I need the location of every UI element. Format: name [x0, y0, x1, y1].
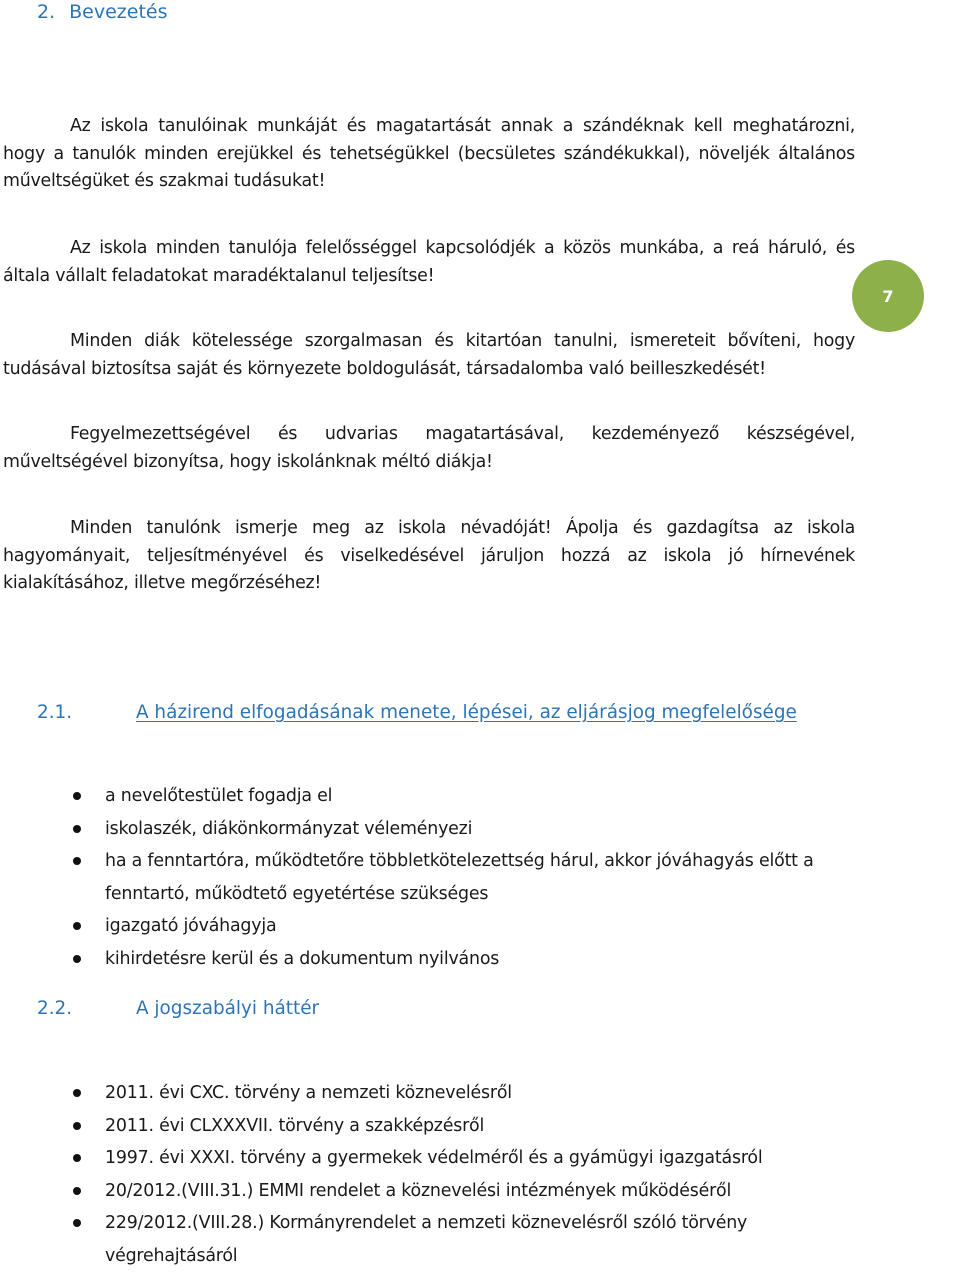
subsection-heading [37, 701, 797, 725]
list-item: 229/2012.(VIII.28.) Kormányrendelet a nemzeti köznevelésről szóló törvény végrehajtásáról [67, 1207, 867, 1272]
list-item: kihirdetésre kerül és a dokumentum nyilvános [67, 943, 867, 976]
list-item: 2011. évi CXC. törvény a nemzeti köznevelésről [67, 1077, 867, 1110]
section-title: Bevezetés [69, 1, 168, 23]
bullet-dot-icon [73, 792, 81, 800]
bullet-dot-icon [73, 1122, 81, 1130]
section-number: 2. [37, 1, 56, 23]
list-item: igazgató jóváhagyja [67, 910, 867, 943]
paragraph: Az iskola tanulóinak munkáját és magatartását annak a szándéknak kell meghatározni, hogy a tanulók minden erejükkel és tehetségükkel (becsületes szándékukkal), növeljék általános műveltségüket és szakmai tudásukat! [3, 116, 855, 191]
page-number-badge: 7 [852, 260, 924, 332]
bullet-dot-icon [73, 1187, 81, 1195]
paragraph: Minden diák kötelessége szorgalmasan és kitartóan tanulni, ismereteit bővíteni, hogy tudásával biztosítsa saját és környezete boldogulását, társadalomba való beilleszkedését! [3, 331, 855, 379]
list-item: 1997. évi XXXI. törvény a gyermekek védelméről és a gyámügyi igazgatásról [67, 1142, 867, 1175]
subsection-heading [37, 997, 319, 1021]
paragraph: Minden tanulónk ismerje meg az iskola névadóját! Ápolja és gazdagítsa az iskola hagyományait, teljesítményével és viselkedésével járuljon hozzá az iskola jó hírnevének kialakításához, illetve megőrzéséhez! [3, 518, 855, 593]
subsection-number: 2.2. [37, 998, 73, 1019]
bullet-dot-icon [73, 857, 81, 865]
paragraph: Az iskola minden tanulója felelősséggel kapcsolódjék a közös munkába, a reá háruló, és általa vállalt feladatokat maradéktalanul teljesítse! [3, 238, 855, 286]
bullet-dot-icon [73, 1219, 81, 1227]
subsection-title: A házirend elfogadásának menete, lépései, az eljárásjog megfelelősége [136, 702, 797, 723]
bullet-dot-icon [73, 1089, 81, 1097]
subsection-number: 2.1. [37, 702, 73, 723]
bullet-dot-icon [73, 955, 81, 963]
bullet-list-procedure [67, 780, 867, 975]
bullet-dot-icon [73, 1154, 81, 1162]
bullet-dot-icon [73, 922, 81, 930]
section-heading [37, 0, 168, 24]
list-item: 2011. évi CLXXXVII. törvény a szakképzésről [67, 1110, 867, 1143]
bullet-list-legal [67, 1077, 867, 1272]
list-item: a nevelőtestület fogadja el [67, 780, 867, 813]
list-item: 20/2012.(VIII.31.) EMMI rendelet a köznevelési intézmények működéséről [67, 1175, 867, 1208]
list-item: ha a fenntartóra, működtetőre többletkötelezettség hárul, akkor jóváhagyás előtt a fenntartó, működtető egyetértése szükséges [67, 845, 867, 910]
subsection-title: A jogszabályi háttér [136, 998, 320, 1019]
list-item: iskolaszék, diákönkormányzat véleményezi [67, 813, 867, 846]
paragraph: Fegyelmezettségével és udvarias magatartásával, kezdeményező készségével, műveltségével bizonyítsa, hogy iskolánknak méltó diákja! [3, 424, 855, 472]
bullet-dot-icon [73, 825, 81, 833]
